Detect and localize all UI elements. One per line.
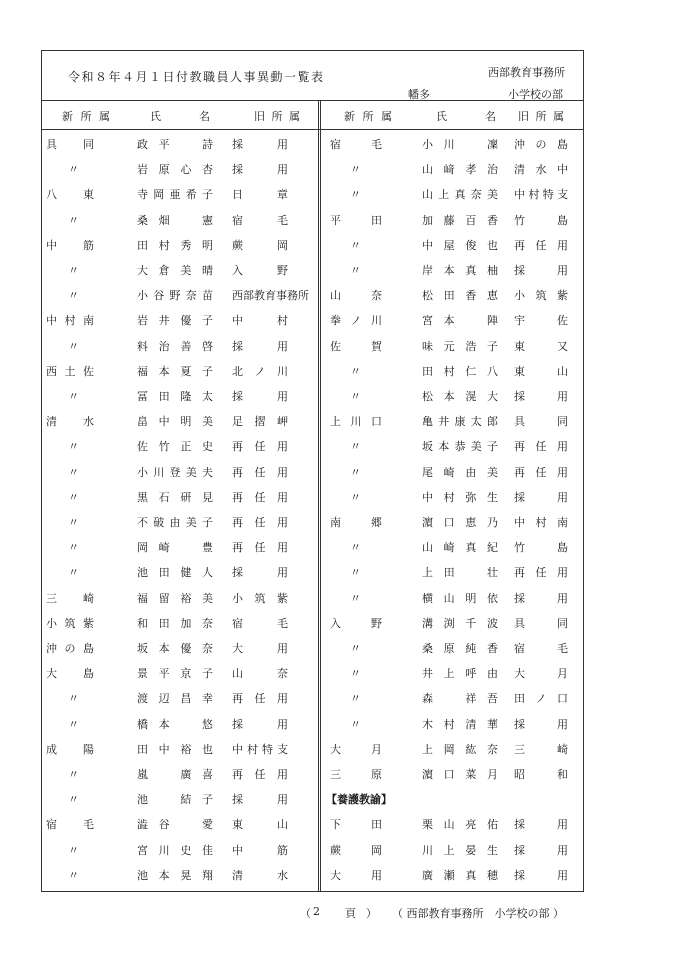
left-row-name: 橋本 悠 — [137, 718, 213, 731]
left-row-old: 入野 — [232, 264, 288, 277]
right-row-name: 濵口菜月 — [422, 768, 498, 781]
right-row-old: 再任用 — [514, 440, 568, 453]
right-row-new: 〃 — [350, 264, 361, 277]
right-row-name: 森 祥吾 — [422, 692, 498, 705]
left-row-old: 採用 — [232, 163, 288, 176]
left-row-new: 〃 — [68, 793, 79, 806]
right-row-old: 沖の島 — [514, 138, 568, 151]
right-row-old: 再任用 — [514, 566, 568, 579]
left-row-new: 〃 — [68, 718, 79, 731]
column-divider — [318, 100, 321, 892]
left-row-new: 〃 — [68, 844, 79, 857]
region-name: 幡多 — [408, 88, 430, 101]
left-row-name: 畠中明美 — [137, 415, 213, 428]
left-header-old: 旧所属 — [254, 110, 300, 123]
right-row-old: 採用 — [514, 844, 568, 857]
right-row-new: 〃 — [350, 466, 361, 479]
left-row-name: 渡辺昌幸 — [137, 692, 213, 705]
right-row-new: 〃 — [350, 566, 361, 579]
right-row-name: 桑原純香 — [422, 642, 498, 655]
left-row-new: 中村南 — [46, 314, 94, 327]
left-row-name: 小川登美夫 — [137, 466, 213, 479]
right-row-name: 栗山亮佑 — [422, 818, 498, 831]
left-row-old: 再任用 — [232, 768, 288, 781]
left-row-name: 田村秀明 — [137, 239, 213, 252]
left-row-old: 蕨岡 — [232, 239, 288, 252]
left-row-new: 沖の島 — [46, 642, 94, 655]
right-row-old: 小筑紫 — [514, 289, 568, 302]
left-row-name: 大倉美晴 — [137, 264, 213, 277]
right-row-old: 再任用 — [514, 466, 568, 479]
left-row-old: 再任用 — [232, 466, 288, 479]
left-row-name: 料治善啓 — [137, 340, 213, 353]
section-heading: 【養護教諭】 — [326, 793, 392, 806]
left-row-new: 〃 — [68, 466, 79, 479]
left-row-name: 政平 詩 — [137, 138, 213, 151]
right-row-new: 〃 — [350, 491, 361, 504]
right-row-name: 廣瀬真穂 — [422, 869, 498, 882]
left-row-old: 大用 — [232, 642, 288, 655]
left-row-old: 西部教育事務所 — [232, 289, 309, 302]
left-row-new: 〃 — [68, 491, 79, 504]
left-row-name: 岩井優子 — [137, 314, 213, 327]
right-row-old: 具同 — [514, 617, 568, 630]
left-row-name: 宮川史佳 — [137, 844, 213, 857]
left-row-name: 岩原心杏 — [137, 163, 213, 176]
left-row-old: 採用 — [232, 340, 288, 353]
document-frame — [41, 50, 584, 892]
right-row-old: 再任用 — [514, 239, 568, 252]
left-row-old: 東山 — [232, 818, 288, 831]
left-row-new: 大島 — [46, 667, 94, 680]
right-row-old: 中村南 — [514, 516, 568, 529]
left-row-old: 採用 — [232, 390, 288, 403]
right-row-new: 山奈 — [330, 289, 382, 302]
left-row-name: 池本晃翔 — [137, 869, 213, 882]
right-row-name: 濵口恵乃 — [422, 516, 498, 529]
left-row-new: 宿毛 — [46, 818, 94, 831]
left-row-new: 西土佐 — [46, 365, 94, 378]
right-row-new: 上川口 — [330, 415, 382, 428]
left-row-old: 再任用 — [232, 491, 288, 504]
right-row-old: 昭和 — [514, 768, 568, 781]
left-row-name: 景平京子 — [137, 667, 213, 680]
document-title: 令和８年４月１日付教職員人事異動一覧表 — [68, 70, 325, 84]
left-row-name: 池 結子 — [137, 793, 213, 806]
left-row-name: 不破由美子 — [137, 516, 213, 529]
right-row-old: 東山 — [514, 365, 568, 378]
left-row-new: 三崎 — [46, 592, 94, 605]
right-row-old: 清水中 — [514, 163, 568, 176]
right-row-name: 川上晏生 — [422, 844, 498, 857]
right-row-old: 採用 — [514, 491, 568, 504]
left-row-name: 岡崎 豊 — [137, 541, 213, 554]
right-row-name: 岸本真柚 — [422, 264, 498, 277]
left-header-new: 新所属 — [62, 110, 110, 123]
right-row-new: 〃 — [350, 541, 361, 554]
right-row-old: 中村特支 — [514, 188, 568, 201]
footer-page-label: 頁 — [345, 907, 356, 920]
left-row-new: 〃 — [68, 541, 79, 554]
right-row-new: 〃 — [350, 718, 361, 731]
right-row-new: 〃 — [350, 365, 361, 378]
right-row-name: 松田香恵 — [422, 289, 498, 302]
right-row-name: 木村清華 — [422, 718, 498, 731]
left-row-old: 足摺岬 — [232, 415, 288, 428]
left-row-new: 〃 — [68, 214, 79, 227]
left-row-old: 山奈 — [232, 667, 288, 680]
footer-page-number: 2 — [313, 905, 320, 918]
right-row-new: 〃 — [350, 667, 361, 680]
right-row-name: 加藤百香 — [422, 214, 498, 227]
left-row-name: 桑畑 憲 — [137, 214, 213, 227]
right-row-name: 小川 凜 — [422, 138, 498, 151]
right-row-name: 亀井康太郎 — [422, 415, 498, 428]
right-row-name: 田村仁八 — [422, 365, 498, 378]
right-row-name: 横山明依 — [422, 592, 498, 605]
right-row-new: 下田 — [330, 818, 382, 831]
right-row-new: 大用 — [330, 869, 382, 882]
right-row-name: 坂本恭美子 — [422, 440, 498, 453]
footer-page-open: （ — [300, 907, 311, 920]
header-divider — [41, 100, 584, 101]
left-row-new: 〃 — [68, 163, 79, 176]
left-row-old: 採用 — [232, 793, 288, 806]
left-row-old: 再任用 — [232, 516, 288, 529]
left-row-name: 小谷野奈苗 — [137, 289, 213, 302]
right-row-name: 上田 壮 — [422, 566, 498, 579]
school-type: 小学校の部 — [508, 88, 563, 101]
right-row-old: 竹島 — [514, 214, 568, 227]
left-row-new: 〃 — [68, 768, 79, 781]
right-row-old: 大月 — [514, 667, 568, 680]
right-row-old: 竹島 — [514, 541, 568, 554]
right-row-new: 入野 — [330, 617, 382, 630]
left-row-new: 〃 — [68, 692, 79, 705]
right-row-old: 採用 — [514, 390, 568, 403]
right-row-new: 〃 — [350, 188, 361, 201]
right-row-new: 大月 — [330, 743, 382, 756]
right-row-old: 田ノ口 — [514, 692, 568, 705]
column-header-divider — [41, 129, 584, 130]
right-header-old: 旧所属 — [518, 110, 564, 123]
left-row-name: 田中裕也 — [137, 743, 213, 756]
right-row-new: 拳ノ川 — [330, 314, 382, 327]
right-row-name: 味元浩子 — [422, 340, 498, 353]
left-row-name: 坂本優奈 — [137, 642, 213, 655]
right-row-old: 採用 — [514, 869, 568, 882]
left-row-name: 福留裕美 — [137, 592, 213, 605]
left-row-old: 日章 — [232, 188, 288, 201]
right-row-old: 宇佐 — [514, 314, 568, 327]
right-row-name: 山﨑孝治 — [422, 163, 498, 176]
right-row-new: 〃 — [350, 592, 361, 605]
left-row-new: 〃 — [68, 566, 79, 579]
footer-page-close: ） — [366, 907, 377, 920]
left-row-name: 嵐 廣喜 — [137, 768, 213, 781]
right-row-new: 〃 — [350, 390, 361, 403]
right-row-name: 松本滉大 — [422, 390, 498, 403]
right-row-name: 尾崎由美 — [422, 466, 498, 479]
right-row-new: 平田 — [330, 214, 382, 227]
right-row-new: 蕨岡 — [330, 844, 382, 857]
left-row-old: 中村 — [232, 314, 288, 327]
left-row-new: 中筋 — [46, 239, 94, 252]
right-row-old: 採用 — [514, 818, 568, 831]
left-row-old: 中筋 — [232, 844, 288, 857]
right-row-new: 佐賀 — [330, 340, 382, 353]
right-row-new: 南郷 — [330, 516, 382, 529]
left-header-name: 氏 名 — [150, 110, 210, 123]
left-row-name: 黒石研見 — [137, 491, 213, 504]
left-row-name: 和田加奈 — [137, 617, 213, 630]
right-row-old: 三崎 — [514, 743, 568, 756]
left-row-new: 〃 — [68, 390, 79, 403]
left-row-new: 成陽 — [46, 743, 94, 756]
left-row-old: 再任用 — [232, 692, 288, 705]
left-row-new: 〃 — [68, 340, 79, 353]
right-row-new: 〃 — [350, 239, 361, 252]
left-row-old: 北ノ川 — [232, 365, 288, 378]
left-row-new: 清水 — [46, 415, 94, 428]
left-row-name: 寺岡亜希子 — [137, 188, 213, 201]
left-row-new: 〃 — [68, 289, 79, 302]
right-header-name: 氏 名 — [436, 110, 496, 123]
left-row-name: 澁谷 愛 — [137, 818, 213, 831]
office-name: 西部教育事務所 — [488, 66, 565, 79]
left-row-old: 採用 — [232, 718, 288, 731]
left-row-old: 採用 — [232, 566, 288, 579]
right-row-new: 〃 — [350, 163, 361, 176]
right-row-new: 〃 — [350, 692, 361, 705]
left-row-old: 中村特支 — [232, 743, 288, 756]
left-row-old: 採用 — [232, 138, 288, 151]
left-row-new: 〃 — [68, 264, 79, 277]
left-row-new: 小筑紫 — [46, 617, 94, 630]
right-row-old: 採用 — [514, 592, 568, 605]
footer-note: （ 西部教育事務所 小学校の部 ） — [392, 907, 564, 920]
right-row-new: 〃 — [350, 440, 361, 453]
left-row-name: 佐竹正史 — [137, 440, 213, 453]
right-row-name: 井上呼由 — [422, 667, 498, 680]
right-row-name: 中屋俊也 — [422, 239, 498, 252]
right-row-old: 採用 — [514, 264, 568, 277]
left-row-old: 再任用 — [232, 541, 288, 554]
right-row-name: 上岡紘奈 — [422, 743, 498, 756]
left-row-old: 宿毛 — [232, 214, 288, 227]
right-row-name: 宮本 陣 — [422, 314, 498, 327]
left-row-old: 清水 — [232, 869, 288, 882]
right-row-name: 山崎真紀 — [422, 541, 498, 554]
right-row-name: 中村弥生 — [422, 491, 498, 504]
left-row-old: 再任用 — [232, 440, 288, 453]
right-row-old: 宿毛 — [514, 642, 568, 655]
left-row-old: 小筑紫 — [232, 592, 288, 605]
right-row-name: 溝渕千波 — [422, 617, 498, 630]
left-row-new: 具同 — [46, 138, 94, 151]
right-row-new: 宿毛 — [330, 138, 382, 151]
right-row-new: 三原 — [330, 768, 382, 781]
right-row-old: 採用 — [514, 718, 568, 731]
left-row-name: 福本夏子 — [137, 365, 213, 378]
right-row-old: 具同 — [514, 415, 568, 428]
right-row-old: 東又 — [514, 340, 568, 353]
right-header-new: 新所属 — [344, 110, 392, 123]
left-row-new: 八東 — [46, 188, 94, 201]
left-row-new: 〃 — [68, 869, 79, 882]
right-row-new: 〃 — [350, 642, 361, 655]
left-row-name: 冨田隆太 — [137, 390, 213, 403]
right-row-name: 山上真奈美 — [422, 188, 498, 201]
left-row-new: 〃 — [68, 516, 79, 529]
left-row-new: 〃 — [68, 440, 79, 453]
left-row-old: 宿毛 — [232, 617, 288, 630]
left-row-name: 池田健人 — [137, 566, 213, 579]
